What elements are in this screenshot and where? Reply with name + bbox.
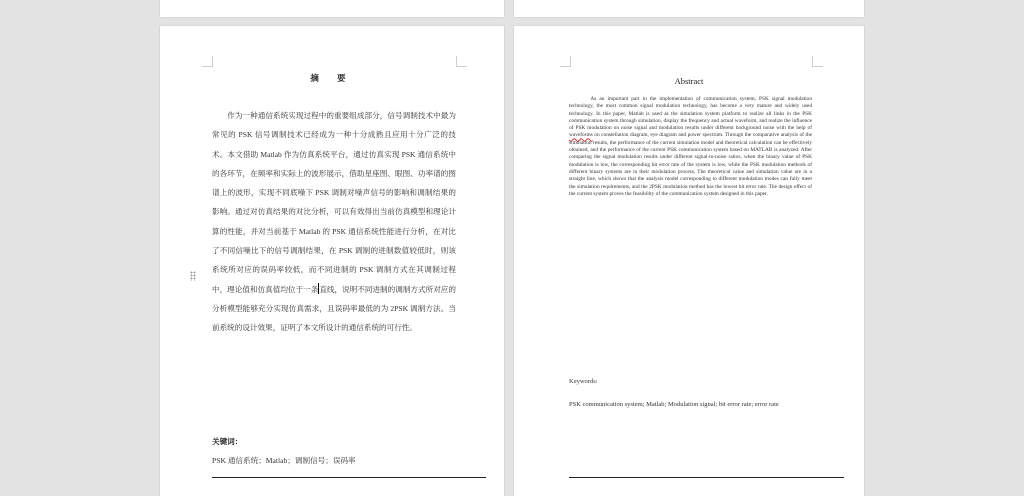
english-keywords-label: Keywords: xyxy=(569,378,598,385)
english-abstract-title: Abstract xyxy=(674,76,704,86)
chinese-keywords: PSK 通信系统；Matlab；调制信号；误码率 xyxy=(212,456,356,465)
page-english-abstract[interactable] xyxy=(514,26,864,496)
chinese-abstract-title: 摘 要 xyxy=(310,73,354,83)
margin-corner-top-left xyxy=(560,56,571,67)
spellcheck-flagged-word[interactable]: waveforms xyxy=(569,132,593,139)
chinese-abstract-body[interactable] xyxy=(212,106,456,338)
english-abstract-text-1: As an important part in the implementation of communication system, PSK signal modulation technology, the most common signal modulation technology, has become a very mature and widely used technology. In this paper, Matlab is used as the simulation system platform to realize all links in the PSK communication system through simulation, display the frequency and actual waveform, and realize the influence of PSK modulation on noise signal and modulation results under different background noise with the help of xyxy=(569,96,812,132)
margin-corner-top-left xyxy=(202,56,213,67)
english-abstract-body[interactable] xyxy=(569,96,812,198)
chinese-abstract-text-1: 作为一种通信系统实现过程中的重要组成部分，信号调制技术中最为常见的 PSK 信号调制技术已经成为一种十分成熟且应用十分广泛的技术。本文借助 Matlab 作为仿真系统平台，通过仿真实现 PSK 通信系统中的各环节，在频率和实际上的波形展示，借助星座图、眼图、功率谱的图谱上的波形，实现不同底噪下 PSK 调制对噪声信号的影响和调制结果的影响。通过对仿真结果的对比分析，可以有效得出当前仿真模型和理论计算的性能，并对当前基于 Matlab 的 PSK 通信系统性能进行分析，在对比了不同信噪比下的信号调制结果，在 PSK 调制的进制数值较低时，则该系统所对应的误码率较低，而不同进制的 PSK 调制方式在其调制过程中，理论值和仿真值均位于一条 xyxy=(212,111,456,294)
chinese-keywords-label: 关键词： xyxy=(212,437,243,446)
margin-corner-top-right xyxy=(456,56,467,67)
page-chinese-abstract[interactable] xyxy=(160,26,504,496)
english-abstract-text-2: on constellation diagram, eye diagram and power spectrum. Through the comparative analysis of the simulation results, the performance of the current simulation model and theoretical calculation can be effectively obtained, and the performance of the current PSK communication system based on MATLAB is analyzed. After comparing the signal modulation results under different signal-to-noise ratios, when the binary value of PSK modulation is low, the corresponding bit error rate of the system is low, while the PSK modulation methods of different binary systems are in their modulation process, The theoretical value and simulation value are in a straight line, which shows that the analysis model corresponding to different modulation modes can fully meet the simulation requirements, and the 2PSK modulation method has the lowest bit error rate. The design effect of the current system proves the feasibility of the communication system designed in this paper. xyxy=(569,132,812,197)
paragraph-drag-handle-icon[interactable] xyxy=(190,271,196,281)
previous-page-left xyxy=(160,0,504,17)
footer-rule xyxy=(212,477,486,478)
chinese-abstract-text-2: 直线，说明不同进制的调制方式所对应的分析模型能够充分实现仿真需求，且误码率最低的为 2PSK 调制方法。当前系统的设计效果，证明了本文所设计的通信系统的可行性。 xyxy=(212,284,456,333)
margin-corner-top-right xyxy=(812,56,823,67)
previous-page-right xyxy=(514,0,864,17)
english-keywords: PSK communication system; Matlab; Modulation signal; bit error rate; error rate xyxy=(569,401,779,408)
footer-rule xyxy=(569,477,844,478)
